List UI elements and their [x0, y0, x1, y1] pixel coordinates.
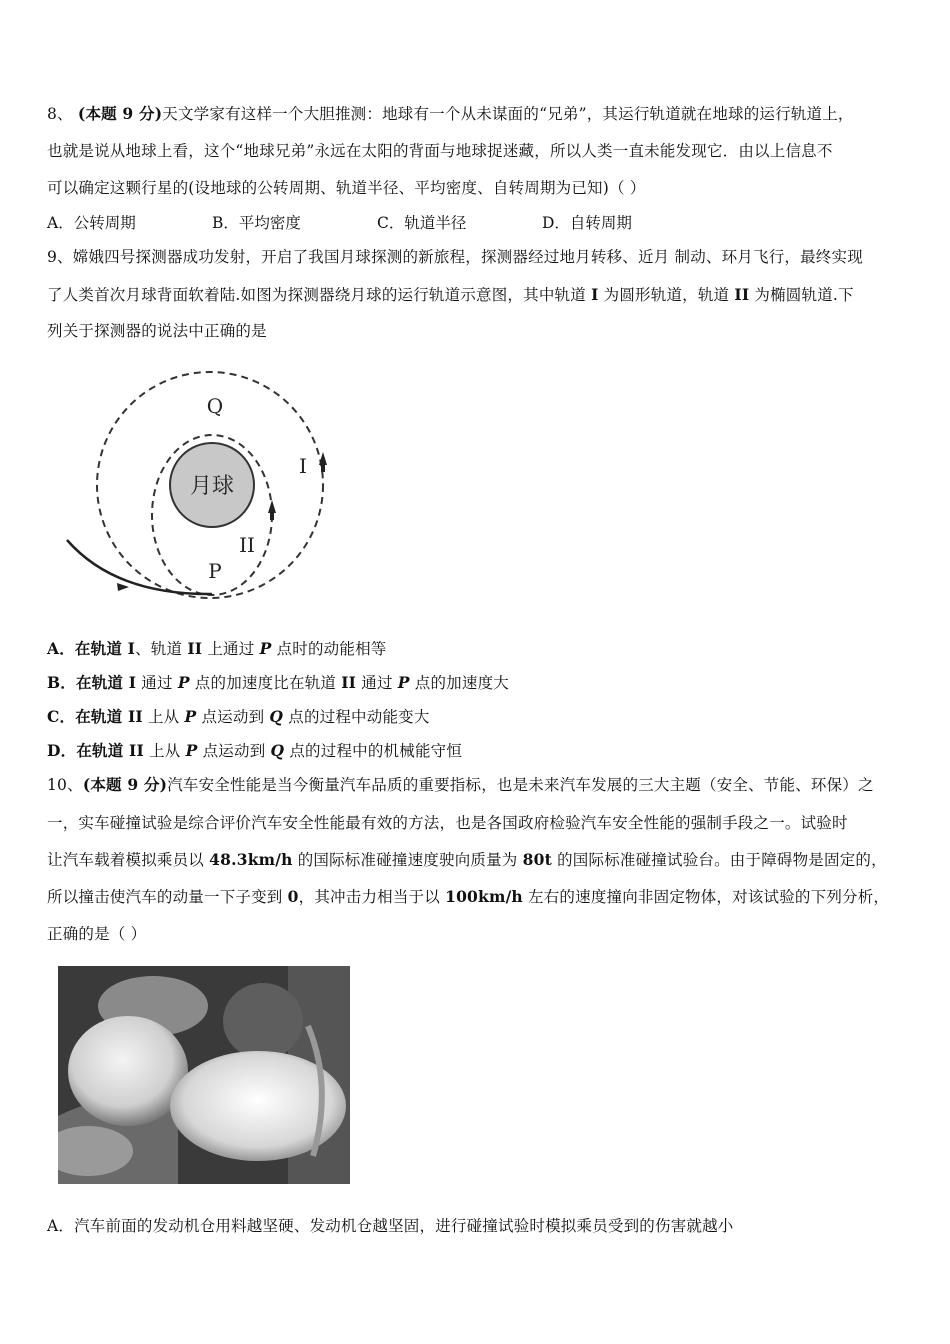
- q10-4b: 0: [287, 887, 299, 906]
- q9-option-a: [47, 637, 386, 659]
- q10-line-1: [47, 773, 874, 795]
- q10-3d: 80t: [522, 850, 552, 869]
- q9-text-2d: II: [734, 285, 750, 304]
- q8-option-c: C．轨道半径: [377, 214, 467, 232]
- q9-line-1: 9、嫦娥四号探测器成功发射，开启了我国月球探测的新旅程，探测器经过地月转移、近月 制动、环月飞行，最终实现: [47, 248, 863, 266]
- q9a-0: A．在轨道: [47, 639, 128, 658]
- q10-option-a: A．汽车前面的发动机仓用料越坚硬、发动机仓越坚固，进行碰撞试验时模拟乘员受到的伤害就越小: [47, 1217, 734, 1235]
- q9c-4: 点运动到: [196, 708, 270, 726]
- orbit-i-arrow-stem: [321, 464, 325, 472]
- q9b-5: II: [341, 673, 357, 692]
- q10-4a: 所以撞击使汽车的动量一下子变到: [47, 888, 288, 906]
- q9b-4: 点的加速度比在轨道: [189, 674, 342, 692]
- q10-4d: 100km/h: [445, 887, 523, 906]
- q9b-0: B．在轨道: [47, 673, 129, 692]
- label-p: P: [208, 559, 222, 583]
- q9d-2: 上从: [143, 742, 186, 760]
- label-q: Q: [206, 394, 224, 418]
- q9-text-2e: 为椭圆轨道.下: [749, 286, 854, 304]
- q9c-3: P: [184, 707, 197, 726]
- q9-option-c: [47, 705, 430, 727]
- q9-option-d: [47, 739, 462, 761]
- q10-text-1: 汽车安全性能是当今衡量汽车品质的重要指标，也是未来汽车发展的三大主题（安全、节能、环保）之: [167, 776, 874, 794]
- q8-score: (本题 9 分): [77, 104, 163, 123]
- label-ii: II: [239, 533, 255, 557]
- q9-line-3: 列关于探测器的说法中正确的是: [47, 322, 267, 340]
- crash-test-photo: [58, 966, 350, 1184]
- q9b-2: 通过: [136, 674, 178, 692]
- q9b-1: I: [128, 673, 137, 692]
- q9d-6: 点的过程中的机械能守恒: [284, 742, 463, 760]
- q9-text-2a: 了人类首次月球背面软着陆.如图为探测器绕月球的运行轨道示意图，其中轨道: [47, 286, 592, 304]
- q9d-0: D．在轨道: [47, 741, 130, 760]
- q9b-7: P: [397, 673, 410, 692]
- q9a-4: 上通过: [202, 640, 260, 658]
- q9-option-b: [47, 671, 509, 693]
- q8-number: 8、: [47, 105, 73, 123]
- q9c-2: 上从: [142, 708, 185, 726]
- q9-text-2b: I: [591, 285, 599, 304]
- q10-score: (本题 9 分): [82, 775, 168, 794]
- q10-3a: 让汽车载着模拟乘员以: [47, 851, 210, 869]
- q8-option-a: A．公转周期: [47, 214, 136, 232]
- crash-test-image: [58, 966, 350, 1184]
- q10-3e: 的国际标准碰撞试验台。由于障碍物是固定的，: [551, 851, 887, 869]
- q9a-6: 点时的动能相等: [271, 640, 387, 658]
- q8-line-1: [47, 102, 854, 124]
- q10-line-3: [47, 848, 887, 870]
- q10-line-2: 一，实车碰撞试验是综合评价汽车安全性能最有效的方法，也是各国政府检验汽车安全性能的强制手段之一。试验时: [47, 814, 848, 832]
- q8-option-d: D．自转周期: [542, 214, 632, 232]
- q9b-8: 点的加速度大: [409, 674, 509, 692]
- q9b-3: P: [177, 673, 190, 692]
- orbit-i-arrow-icon: [319, 452, 327, 465]
- q9c-1: II: [127, 707, 143, 726]
- q8-line-3: 可以确定这颗行星的(设地球的公转周期、轨道半径、平均密度、自转周期为已知)（ ）: [47, 179, 646, 197]
- q9c-5: Q: [269, 707, 284, 726]
- q8-text-1: 天文学家有这样一个大胆推测：地球有一个从未谋面的“兄弟”，其运行轨道就在地球的运行轨道上，: [162, 105, 854, 123]
- q9b-6: 通过: [356, 674, 398, 692]
- q10-3b: 48.3km/h: [209, 850, 293, 869]
- q8-line-2: 也就是说从地球上看，这个“地球兄弟”永远在太阳的背面与地球捉迷藏，所以人类一直未能发现它．由以上信息不: [47, 142, 833, 160]
- approach-path: [67, 540, 212, 594]
- moon-label: 月球: [189, 474, 235, 499]
- orbit-diagram: [55, 360, 355, 615]
- orbit-ii-arrow-stem: [270, 512, 274, 520]
- q9a-5: P: [259, 639, 272, 658]
- q10-line-5: 正确的是（ ）: [47, 925, 147, 943]
- q10-3c: 的国际标准碰撞速度驶向质量为: [292, 851, 523, 869]
- q10-line-4: [47, 885, 889, 907]
- q9-line-2: [47, 283, 854, 305]
- q9d-3: P: [185, 741, 198, 760]
- q9c-0: C．在轨道: [47, 707, 128, 726]
- q9-text-2c: 为圆形轨道，轨道: [598, 286, 735, 304]
- q9d-5: Q: [270, 741, 285, 760]
- q9a-1: I: [127, 639, 136, 658]
- q9a-2: 、轨道: [135, 640, 188, 658]
- q9d-1: II: [129, 741, 144, 760]
- q8-option-b: B．平均密度: [212, 214, 301, 232]
- orbit-ii-arrow-icon: [268, 500, 276, 513]
- label-i: I: [299, 454, 307, 478]
- q10-number: 10、: [47, 776, 83, 794]
- q9c-6: 点的过程中动能变大: [283, 708, 430, 726]
- q10-4c: ，其冲击力相当于以: [298, 888, 446, 906]
- q9d-4: 点运动到: [197, 742, 271, 760]
- q10-4e: 左右的速度撞向非固定物体，对该试验的下列分析，: [522, 888, 890, 906]
- q9a-3: II: [187, 639, 203, 658]
- approach-arrow-icon: [117, 583, 129, 591]
